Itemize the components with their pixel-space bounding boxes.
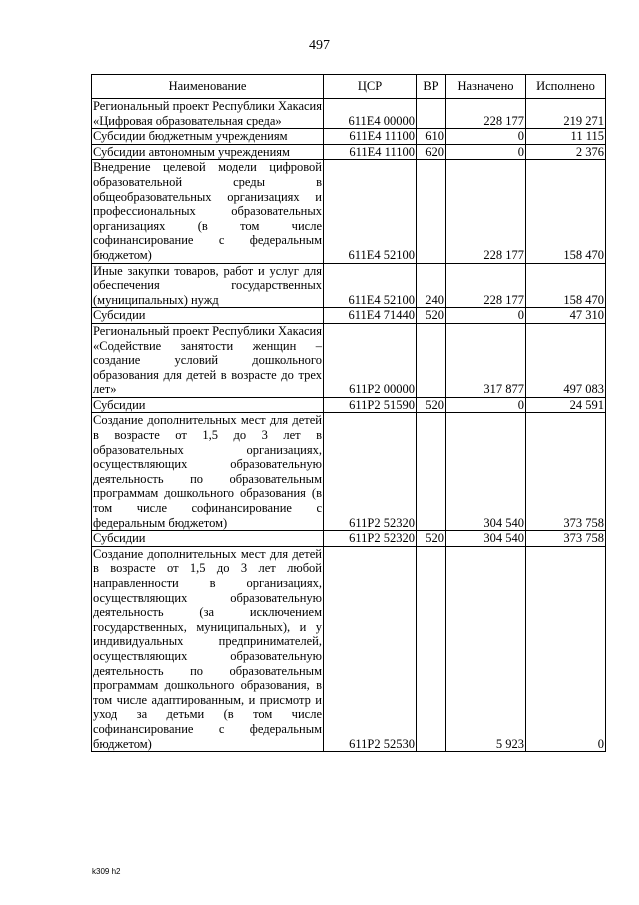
row-csr: 611E4 52100 (324, 160, 417, 263)
row-csr: 611P2 52530 (324, 546, 417, 751)
row-executed: 11 115 (526, 129, 606, 145)
table-header-row (92, 75, 606, 99)
row-executed: 158 470 (526, 263, 606, 308)
header-name: Наименование (92, 75, 324, 99)
table-row (92, 531, 606, 547)
row-name: Создание дополнительных мест для детей в возрасте от 1,5 до 3 лет в образовательных организациях, осуществляющих образовательную деятельность по образовательным программам дошкольного образования (в том числе софинансирование с федеральным бюджетом) (93, 413, 322, 530)
page-number: 497 (309, 38, 330, 53)
table-row (92, 144, 606, 160)
row-assigned: 5 923 (446, 546, 526, 751)
row-vr: 240 (417, 263, 446, 308)
row-csr: 611P2 52320 (324, 531, 417, 547)
row-name: Субсидии автономным учреждениям (92, 144, 324, 160)
row-vr (417, 160, 446, 263)
row-executed: 219 271 (526, 99, 606, 129)
row-executed: 2 376 (526, 144, 606, 160)
row-csr: 611P2 52320 (324, 413, 417, 531)
table-row (92, 397, 606, 413)
header-executed: Исполнено (526, 75, 606, 99)
row-assigned: 228 177 (446, 263, 526, 308)
budget-table (91, 74, 606, 752)
footer-code: k309 h2 (92, 867, 121, 876)
row-vr: 520 (417, 531, 446, 547)
row-csr: 611P2 51590 (324, 397, 417, 413)
header-assigned: Назначено (446, 75, 526, 99)
row-assigned: 0 (446, 129, 526, 145)
table-row (92, 263, 606, 308)
row-name: Создание дополнительных мест для детей в возрасте от 1,5 до 3 лет любой направленности в организациях, осуществляющих образовательную деятельность (за исключением государственных, муниципальных), и у индивидуальных предпринимателей, осуществляющих образовательную деятельность по образовательным программам дошкольного образования, в том числе адаптированным, и присмотр и уход за детьми (в том числе софинансирование с федеральным бюджетом) (93, 546, 322, 751)
row-vr: 620 (417, 144, 446, 160)
row-assigned: 0 (446, 308, 526, 324)
row-name: Региональный проект Республики Хакасия «Цифровая образовательная среда» (93, 99, 322, 128)
row-name: Региональный проект Республики Хакасия «Содействие занятости женщин – создание условий дошкольного образования для детей в возрасте до трех лет» (93, 323, 322, 397)
row-assigned: 228 177 (446, 160, 526, 263)
row-executed: 24 591 (526, 397, 606, 413)
row-vr: 610 (417, 129, 446, 145)
row-csr: 611P2 00000 (324, 323, 417, 397)
row-vr (417, 546, 446, 751)
row-vr: 520 (417, 308, 446, 324)
row-executed: 373 758 (526, 531, 606, 547)
row-vr (417, 323, 446, 397)
row-executed: 373 758 (526, 413, 606, 531)
row-vr: 520 (417, 397, 446, 413)
row-name: Субсидии (92, 531, 324, 547)
table-row (92, 129, 606, 145)
row-assigned: 304 540 (446, 531, 526, 547)
row-name: Субсидии бюджетным учреждениям (92, 129, 324, 145)
row-executed: 158 470 (526, 160, 606, 263)
table-row (92, 323, 606, 397)
row-csr: 611E4 71440 (324, 308, 417, 324)
row-assigned: 304 540 (446, 413, 526, 531)
table-row (92, 99, 606, 129)
row-executed: 0 (526, 546, 606, 751)
table-row (92, 308, 606, 324)
row-assigned: 228 177 (446, 99, 526, 129)
row-executed: 497 083 (526, 323, 606, 397)
row-name: Субсидии (92, 308, 324, 324)
row-name: Внедрение целевой модели цифровой образовательной среды в общеобразовательных организациях и профессиональных образовательных организациях (в том числе софинансирование с федеральным бюджетом) (93, 160, 322, 262)
row-assigned: 0 (446, 144, 526, 160)
row-csr: 611E4 11100 (324, 129, 417, 145)
header-vr: ВР (417, 75, 446, 99)
row-assigned: 0 (446, 397, 526, 413)
row-assigned: 317 877 (446, 323, 526, 397)
row-executed: 47 310 (526, 308, 606, 324)
row-vr (417, 413, 446, 531)
row-csr: 611E4 52100 (324, 263, 417, 308)
table-row (92, 546, 606, 751)
table-row (92, 160, 606, 263)
row-name: Иные закупки товаров, работ и услуг для обеспечения государственных (муниципальных) нужд (93, 263, 322, 307)
header-csr: ЦСР (324, 75, 417, 99)
row-csr: 611E4 00000 (324, 99, 417, 129)
row-vr (417, 99, 446, 129)
row-csr: 611E4 11100 (324, 144, 417, 160)
table-row (92, 413, 606, 531)
row-name: Субсидии (92, 397, 324, 413)
